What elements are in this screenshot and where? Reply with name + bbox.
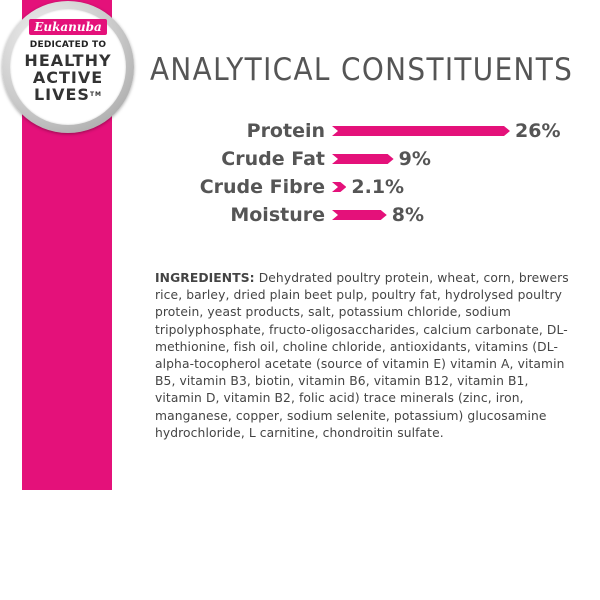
page-title: ANALYTICAL CONSTITUENTS [150,52,574,88]
nutrient-row-crude-fat [0,148,600,172]
ingredients-block [155,270,575,442]
nutrient-value: 26% [515,120,561,142]
brand-badge [2,1,134,133]
brand-logo: Eukanuba [29,19,107,35]
ingredients-heading: INGREDIENTS: [155,271,255,285]
nutrient-value: 8% [391,204,425,226]
badge-slogan [24,52,111,103]
nutrient-value: 2.1% [351,176,405,198]
nutrient-bar [332,126,510,136]
badge-slogan-line2: ACTIVE [32,68,104,87]
nutrient-row-protein [0,120,600,144]
nutrient-bar [332,210,387,220]
nutrient-value: 9% [398,148,431,170]
badge-slogan-line3: LIVES [33,85,90,104]
trademark-mark: TM [89,91,103,98]
badge-slogan-line1: HEALTHY [24,51,112,70]
ingredients-text: Dehydrated poultry protein, wheat, corn, brewers rice, barley, dried plain beet pulp, poultry fat, hydrolysed poultry protein, yeast products, salt, potassium chloride, sodium tripolyphosphate, fructo-oligosaccharides, calcium carbonate, DL-methionine, fish oil, choline chloride, antioxidants, vitamins (DL-alpha-tocopherol acetate (source of vitamin E) vitamin A, vitamin B5, vitamin B3, biotin, vitamin B6, vitamin B12, vitamin B1, vitamin D, vitamin B2, folic acid) trace minerals (zinc, iron, manganese, copper, sodium selenite, potassium) glucosamine hydrochloride, L carnitine, chondroitin sulfate. [155,271,569,440]
nutrient-row-moisture [0,204,600,228]
nutrient-label: Crude Fat [221,148,325,170]
nutrient-label: Moisture [230,204,325,226]
badge-slogan-line3-wrap [24,86,111,103]
nutrient-label: Protein [246,120,325,142]
badge-dedicated-text: DEDICATED TO [29,40,107,50]
nutrient-bar [332,182,346,192]
nutrient-label: Crude Fibre [199,176,325,198]
nutrient-bar [332,154,394,164]
badge-inner [10,9,126,125]
nutrient-row-crude-fibre [0,176,600,200]
